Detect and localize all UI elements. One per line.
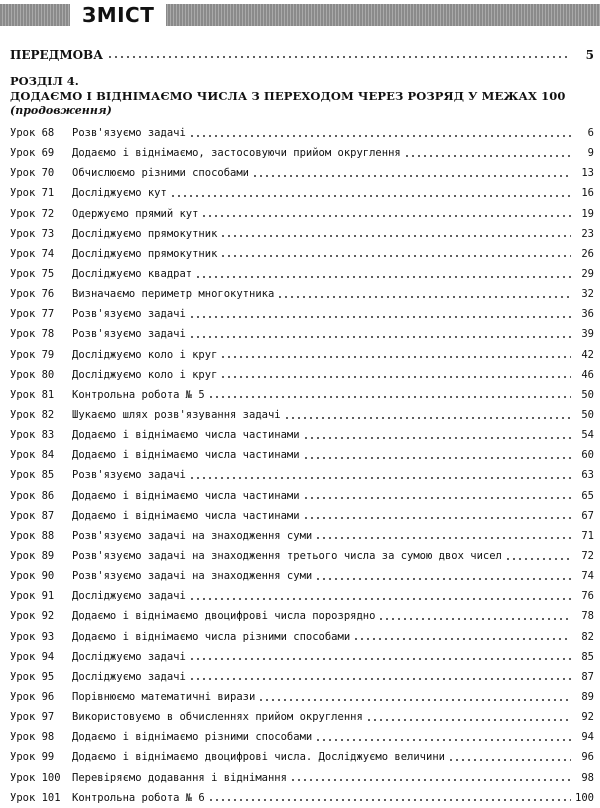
dot-leader [277,290,571,299]
lesson-title: Обчислюємо різними способами [72,167,250,180]
lesson-title: Додаємо і віднімаємо двоцифрові числа. Досліджуємо величини [72,751,445,764]
lesson-title: Додаємо і віднімаємо числа частинами [72,489,300,502]
lesson-page: 92 [581,711,594,724]
lesson-title: Розв'язуємо задачі на знаходження суми [72,570,313,583]
lesson-number: Урок 99 [10,751,55,764]
dot-leader [189,652,571,661]
lesson-title: Додаємо і віднімаємо двоцифрові числа порозрядно [72,610,376,623]
toc-entry[interactable] [10,465,594,485]
lesson-number: Урок 68 [10,127,55,140]
dot-leader [189,129,571,138]
dot-leader [303,451,571,460]
lesson-title: Додаємо і віднімаємо, застосовуючи прийом округлення [72,147,401,160]
toc-entry[interactable] [10,324,594,344]
lesson-title: Додаємо і віднімаємо числа частинами [72,449,300,462]
lesson-title: Досліджуємо кут [72,187,167,200]
toc-entry[interactable] [10,506,594,526]
lesson-page: 63 [581,469,594,482]
lesson-title: Досліджуємо коло і круг [72,348,218,361]
lesson-title: Використовуємо в обчисленнях прийом округлення [72,711,363,724]
lesson-page: 72 [581,550,594,563]
lesson-page: 9 [587,147,594,160]
toc-entry[interactable] [10,627,594,647]
lesson-title: Досліджуємо коло і круг [72,368,218,381]
toc-entry[interactable] [10,385,594,405]
lesson-number: Урок 82 [10,409,55,422]
dot-leader [353,632,571,641]
section-title: ДОДАЄМО І ВІДНІМАЄМО ЧИСЛА З ПЕРЕХОДОМ ЧЕРЕЗ РОЗРЯД У МЕЖАХ 100 [10,89,566,103]
dot-leader [220,370,571,379]
toc-entry[interactable] [10,768,594,788]
lesson-page: 42 [581,348,594,361]
lesson-number: Урок 71 [10,187,55,200]
lesson-title: Визначаємо периметр многокутника [72,288,275,301]
lesson-title: Додаємо і віднімаємо різними способами [72,731,313,744]
toc-entry[interactable] [10,707,594,727]
dot-leader [189,672,571,681]
lesson-page: 46 [581,368,594,381]
toc-entry[interactable] [10,445,594,465]
toc-entry[interactable] [10,526,594,546]
lesson-number: Урок 89 [10,550,55,563]
lesson-number: Урок 76 [10,288,55,301]
toc-entry[interactable] [10,304,594,324]
lesson-page: 19 [581,207,594,220]
lesson-title: Досліджуємо задачі [72,650,186,663]
lesson-number: Урок 77 [10,308,55,321]
lesson-page: 96 [581,751,594,764]
dot-leader [220,249,571,258]
toc-entry[interactable] [10,345,594,365]
toc-entry[interactable] [10,606,594,626]
toc-entry[interactable] [10,143,594,163]
dot-leader [505,552,571,561]
dot-leader [404,149,571,158]
toc-entry[interactable] [10,365,594,385]
lesson-title: Шукаємо шлях розв'язування задачі [72,409,281,422]
lesson-title: Досліджуємо задачі [72,590,186,603]
lesson-title: Перевіряємо додавання і віднімання [72,771,287,784]
lesson-title: Досліджуємо квадрат [72,268,193,281]
lesson-title: Розв'язуємо задачі на знаходження третього числа за сумою двох чисел [72,550,502,563]
lesson-number: Урок 100 [10,771,61,784]
dot-leader [189,592,571,601]
toc-entry[interactable] [10,425,594,445]
lesson-page: 89 [581,691,594,703]
lesson-page: 94 [581,731,594,744]
toc-entry[interactable] [10,405,594,425]
lesson-page: 36 [581,308,594,321]
section-note: (продовження) [10,104,112,117]
lesson-page: 39 [581,328,594,341]
lesson-number: Урок 93 [10,630,55,643]
dot-leader [303,491,571,500]
lesson-title: Контрольна робота № 5 [72,388,205,401]
lesson-page: 78 [581,610,594,623]
dot-leader [208,390,571,399]
dot-leader [208,793,571,802]
lesson-title: Розв'язуємо задачі [72,469,186,482]
lesson-title: Досліджуємо прямокутник [72,247,218,260]
dot-leader [448,753,571,762]
lesson-title: Розв'язуємо задачі [72,308,186,321]
lesson-page: 71 [581,529,594,542]
toc-entry[interactable] [10,123,594,143]
lesson-number: Урок 81 [10,388,55,401]
lesson-number: Урок 83 [10,429,55,442]
toc-entry[interactable] [10,667,594,687]
toc-entry[interactable] [10,727,594,747]
lesson-title: Досліджуємо задачі [72,670,186,683]
lesson-page: 26 [581,247,594,260]
lesson-title: Розв'язуємо задачі [72,127,186,140]
lesson-number: Урок 74 [10,247,55,260]
lesson-number: Урок 94 [10,650,55,663]
toc-entry[interactable] [10,224,594,244]
lesson-number: Урок 90 [10,570,55,583]
dot-leader [315,733,571,742]
dot-leader [303,511,571,520]
lesson-page: 100 [575,791,594,804]
lesson-title: Додаємо і віднімаємо числа частинами [72,509,300,522]
lesson-title: Додаємо і віднімаємо числа частинами [72,429,300,442]
lesson-number: Урок 98 [10,731,55,744]
lesson-page: 54 [581,429,594,442]
lesson-page: 23 [581,227,594,240]
lesson-list [10,123,594,808]
dot-leader [220,350,571,359]
lesson-page: 50 [581,409,594,422]
lesson-title: Розв'язуємо задачі на знаходження суми [72,529,313,542]
dot-leader [189,310,571,319]
toc-entry[interactable] [10,546,594,566]
toc-entry[interactable] [10,647,594,667]
dot-leader [195,270,571,279]
dot-leader [366,713,571,722]
lesson-page: 67 [581,509,594,522]
lesson-number: Урок 84 [10,449,55,462]
lesson-number: Урок 79 [10,348,55,361]
section-label: РОЗДІЛ 4. [10,74,79,88]
lesson-number: Урок 88 [10,529,55,542]
dot-leader [170,189,571,198]
dot-leader [315,531,571,540]
lesson-title: Розв'язуємо задачі [72,328,186,341]
lesson-page: 76 [581,590,594,603]
lesson-title: Одержуємо прямий кут [72,207,199,220]
lesson-number: Урок 101 [10,791,61,804]
lesson-title: Досліджуємо прямокутник [72,227,218,240]
lesson-page: 65 [581,489,594,502]
lesson-number: Урок 91 [10,590,55,603]
dot-leader [284,411,571,420]
lesson-page: 32 [581,288,594,301]
lesson-number: Урок 72 [10,207,55,220]
lesson-number: Урок 96 [10,691,55,703]
lesson-page: 29 [581,268,594,281]
dot-leader [252,169,571,178]
lesson-page: 13 [581,167,594,180]
toc-entry[interactable] [10,586,594,606]
lesson-number: Урок 69 [10,147,55,160]
preface-entry[interactable] [10,46,594,64]
lesson-number: Урок 75 [10,268,55,281]
dot-leader [220,229,571,238]
lesson-page: 87 [581,670,594,683]
dot-leader [201,209,571,218]
toc-entry[interactable] [10,264,594,284]
preface-page: 5 [585,48,594,62]
lesson-number: Урок 97 [10,711,55,724]
dot-leader [378,612,571,621]
lesson-page: 6 [587,127,594,140]
lesson-title: Контрольна робота № 6 [72,791,205,804]
lesson-number: Урок 92 [10,610,55,623]
lesson-title: Порівнюємо математичні вирази [72,691,256,703]
lesson-title: Додаємо і віднімаємо числа різними способами [72,630,351,643]
lesson-page: 60 [581,449,594,462]
toc-entry[interactable] [10,163,594,183]
lesson-page: 74 [581,570,594,583]
lesson-number: Урок 80 [10,368,55,381]
dot-leader [107,50,570,59]
toc-entry[interactable] [10,788,594,808]
dot-leader [290,773,571,782]
toc-entry[interactable] [10,244,594,264]
page-title: ЗМІСТ [70,0,166,30]
dot-leader [315,572,571,581]
toc-entry[interactable] [10,284,594,304]
lesson-page: 16 [581,187,594,200]
lesson-number: Урок 73 [10,227,55,240]
lesson-number: Урок 85 [10,469,55,482]
lesson-number: Урок 78 [10,328,55,341]
lesson-page: 98 [581,771,594,784]
lesson-number: Урок 70 [10,167,55,180]
toc-entry[interactable] [10,204,594,224]
preface-title: ПЕРЕДМОВА [10,48,103,62]
toc-entry[interactable] [10,486,594,506]
dot-leader [258,693,571,702]
lesson-page: 82 [581,630,594,643]
toc-entry[interactable] [10,747,594,767]
toc-entry[interactable] [10,566,594,586]
dot-leader [189,330,571,339]
toc-entry[interactable] [10,687,594,707]
toc-entry[interactable] [10,183,594,203]
lesson-page: 50 [581,388,594,401]
dot-leader [189,471,571,480]
lesson-number: Урок 95 [10,670,55,683]
lesson-number: Урок 86 [10,489,55,502]
lesson-number: Урок 87 [10,509,55,522]
lesson-page: 85 [581,650,594,663]
dot-leader [303,431,571,440]
